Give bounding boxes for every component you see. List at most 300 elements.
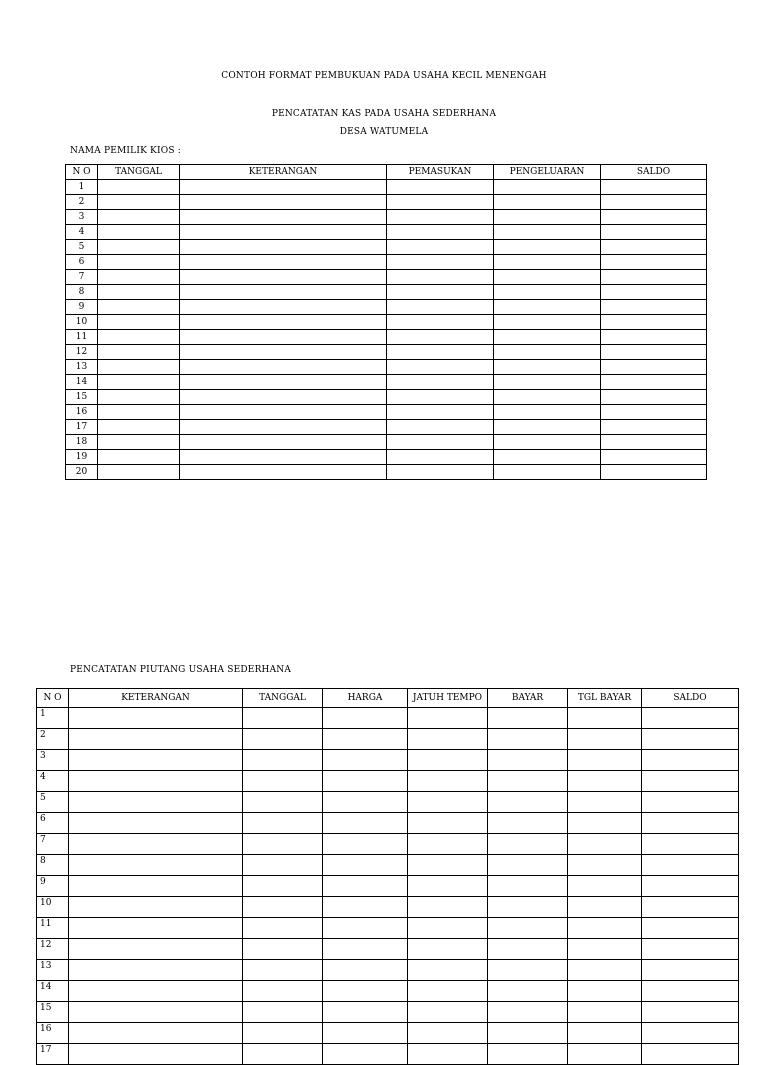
row-number: 5 [66,240,98,255]
empty-cell [98,420,180,435]
table-row [66,450,707,465]
row-number: 20 [66,465,98,480]
empty-cell [69,939,243,960]
piutang-table [36,688,739,1065]
row-number: 2 [66,195,98,210]
piutang-table-header [37,689,739,708]
empty-cell [568,750,642,771]
empty-cell [494,255,601,270]
row-number: 17 [66,420,98,435]
empty-cell [642,897,739,918]
empty-cell [568,855,642,876]
empty-cell [69,792,243,813]
table-row [66,285,707,300]
empty-cell [642,771,739,792]
empty-cell [494,195,601,210]
empty-cell [98,210,180,225]
piutang-column-header: TGL BAYAR [568,689,642,708]
table-row [37,855,739,876]
owner-label: NAMA PEMILIK KIOS : [70,146,181,156]
empty-cell [642,792,739,813]
empty-cell [408,876,488,897]
empty-cell [601,255,707,270]
table-row [66,195,707,210]
empty-cell [488,792,568,813]
empty-cell [494,270,601,285]
row-number: 11 [66,330,98,345]
empty-cell [601,330,707,345]
table-row [37,876,739,897]
empty-cell [494,315,601,330]
table-row [66,465,707,480]
empty-cell [408,771,488,792]
empty-cell [387,465,494,480]
empty-cell [69,897,243,918]
empty-cell [323,708,408,729]
empty-cell [488,855,568,876]
empty-cell [98,300,180,315]
empty-cell [69,771,243,792]
empty-cell [69,876,243,897]
empty-cell [601,240,707,255]
table-row [66,240,707,255]
empty-cell [243,960,323,981]
empty-cell [488,813,568,834]
table-row [37,1023,739,1044]
empty-cell [323,918,408,939]
empty-cell [568,981,642,1002]
empty-cell [642,960,739,981]
empty-cell [180,375,387,390]
kas-column-header: SALDO [601,165,707,180]
empty-cell [488,708,568,729]
table-row [37,1044,739,1065]
kas-column-header: PENGELUARAN [494,165,601,180]
document-title: CONTOH FORMAT PEMBUKUAN PADA USAHA KECIL MENENGAH [221,71,547,81]
empty-cell [408,897,488,918]
empty-cell [323,1023,408,1044]
kas-column-header: TANGGAL [98,165,180,180]
empty-cell [642,918,739,939]
piutang-section-title: PENCATATAN PIUTANG USAHA SEDERHANA [70,665,292,675]
empty-cell [69,834,243,855]
empty-cell [387,375,494,390]
empty-cell [601,210,707,225]
empty-cell [323,939,408,960]
table-row [37,729,739,750]
empty-cell [323,729,408,750]
empty-cell [488,1002,568,1023]
empty-cell [642,939,739,960]
empty-cell [601,405,707,420]
empty-cell [601,270,707,285]
empty-cell [494,240,601,255]
empty-cell [601,465,707,480]
table-row [37,834,739,855]
empty-cell [494,420,601,435]
empty-cell [323,876,408,897]
table-row [66,270,707,285]
row-number: 6 [66,255,98,270]
empty-cell [243,876,323,897]
empty-cell [243,1002,323,1023]
empty-cell [180,210,387,225]
empty-cell [488,1023,568,1044]
table-row [37,771,739,792]
table-row [37,981,739,1002]
empty-cell [323,813,408,834]
empty-cell [494,180,601,195]
empty-cell [243,1023,323,1044]
empty-cell [642,981,739,1002]
empty-cell [601,360,707,375]
empty-cell [98,390,180,405]
table-row [66,330,707,345]
empty-cell [387,240,494,255]
row-number: 12 [66,345,98,360]
empty-cell [98,315,180,330]
table-row [37,792,739,813]
empty-cell [408,708,488,729]
empty-cell [642,813,739,834]
row-number: 10 [66,315,98,330]
empty-cell [180,435,387,450]
empty-cell [387,255,494,270]
empty-cell [98,360,180,375]
row-number: 4 [66,225,98,240]
empty-cell [568,1044,642,1065]
table-row [37,708,739,729]
empty-cell [408,792,488,813]
empty-cell [98,195,180,210]
table-row [66,405,707,420]
empty-cell [488,750,568,771]
table-row [37,1002,739,1023]
empty-cell [69,1002,243,1023]
empty-cell [568,876,642,897]
row-number: 8 [37,855,69,876]
empty-cell [98,375,180,390]
row-number: 4 [37,771,69,792]
empty-cell [98,435,180,450]
empty-cell [568,1023,642,1044]
row-number: 2 [37,729,69,750]
empty-cell [387,390,494,405]
location-label: DESA WATUMELA [339,127,429,137]
empty-cell [387,225,494,240]
empty-cell [494,330,601,345]
piutang-table-body [37,708,739,1065]
empty-cell [180,345,387,360]
empty-cell [98,255,180,270]
empty-cell [387,180,494,195]
empty-cell [69,981,243,1002]
kas-column-header: PEMASUKAN [387,165,494,180]
empty-cell [488,918,568,939]
table-row [66,375,707,390]
table-row [37,960,739,981]
empty-cell [568,897,642,918]
empty-cell [387,300,494,315]
table-row [66,180,707,195]
empty-cell [488,834,568,855]
empty-cell [601,300,707,315]
empty-cell [494,210,601,225]
row-number: 13 [66,360,98,375]
empty-cell [387,360,494,375]
table-row [66,390,707,405]
empty-cell [69,960,243,981]
empty-cell [180,270,387,285]
empty-cell [243,1044,323,1065]
piutang-column-header: BAYAR [488,689,568,708]
empty-cell [69,1044,243,1065]
empty-cell [180,330,387,345]
empty-cell [387,435,494,450]
empty-cell [98,345,180,360]
empty-cell [494,225,601,240]
empty-cell [69,855,243,876]
piutang-column-header: HARGA [323,689,408,708]
empty-cell [180,405,387,420]
empty-cell [408,813,488,834]
empty-cell [69,750,243,771]
empty-cell [180,225,387,240]
empty-cell [180,360,387,375]
empty-cell [494,435,601,450]
empty-cell [408,1044,488,1065]
empty-cell [98,285,180,300]
empty-cell [488,939,568,960]
empty-cell [601,285,707,300]
empty-cell [323,834,408,855]
empty-cell [243,750,323,771]
empty-cell [387,315,494,330]
row-number: 14 [66,375,98,390]
row-number: 12 [37,939,69,960]
empty-cell [69,729,243,750]
row-number: 6 [37,813,69,834]
empty-cell [601,225,707,240]
table-row [66,210,707,225]
empty-cell [601,390,707,405]
row-number: 9 [37,876,69,897]
empty-cell [642,1002,739,1023]
empty-cell [408,918,488,939]
empty-cell [243,708,323,729]
empty-cell [243,981,323,1002]
empty-cell [387,195,494,210]
empty-cell [494,300,601,315]
empty-cell [387,450,494,465]
table-row [37,939,739,960]
piutang-column-header: N O [37,689,69,708]
empty-cell [98,240,180,255]
empty-cell [568,1002,642,1023]
table-row [66,255,707,270]
empty-cell [601,315,707,330]
empty-cell [243,729,323,750]
table-row [37,897,739,918]
piutang-column-header: JATUH TEMPO [408,689,488,708]
empty-cell [642,834,739,855]
row-number: 16 [66,405,98,420]
empty-cell [180,255,387,270]
empty-cell [568,771,642,792]
empty-cell [494,360,601,375]
empty-cell [642,729,739,750]
empty-cell [387,345,494,360]
empty-cell [180,390,387,405]
empty-cell [180,420,387,435]
empty-cell [98,225,180,240]
empty-cell [408,855,488,876]
empty-cell [180,450,387,465]
empty-cell [408,939,488,960]
row-number: 18 [66,435,98,450]
empty-cell [243,792,323,813]
empty-cell [387,210,494,225]
empty-cell [601,195,707,210]
row-number: 7 [66,270,98,285]
row-number: 1 [66,180,98,195]
kas-table-header [66,165,707,180]
empty-cell [488,1044,568,1065]
empty-cell [488,897,568,918]
row-number: 17 [37,1044,69,1065]
empty-cell [98,330,180,345]
kas-table-body [66,180,707,480]
row-number: 7 [37,834,69,855]
empty-cell [98,270,180,285]
table-row [66,435,707,450]
empty-cell [642,750,739,771]
empty-cell [387,285,494,300]
empty-cell [488,729,568,750]
empty-cell [568,729,642,750]
empty-cell [180,240,387,255]
empty-cell [323,771,408,792]
table-row [37,813,739,834]
empty-cell [69,813,243,834]
table-row [66,315,707,330]
empty-cell [408,834,488,855]
empty-cell [180,315,387,330]
empty-cell [601,375,707,390]
empty-cell [568,918,642,939]
empty-cell [387,405,494,420]
empty-cell [243,939,323,960]
empty-cell [601,345,707,360]
table-row [66,225,707,240]
empty-cell [488,771,568,792]
empty-cell [98,180,180,195]
empty-cell [243,771,323,792]
row-number: 1 [37,708,69,729]
empty-cell [323,897,408,918]
empty-cell [601,450,707,465]
row-number: 9 [66,300,98,315]
empty-cell [494,390,601,405]
row-number: 3 [66,210,98,225]
row-number: 13 [37,960,69,981]
table-row [66,360,707,375]
kas-table [65,164,707,480]
empty-cell [408,729,488,750]
empty-cell [494,345,601,360]
row-number: 14 [37,981,69,1002]
empty-cell [408,1002,488,1023]
empty-cell [243,918,323,939]
empty-cell [488,876,568,897]
empty-cell [488,981,568,1002]
empty-cell [243,855,323,876]
empty-cell [642,855,739,876]
empty-cell [408,960,488,981]
empty-cell [387,270,494,285]
piutang-column-header: TANGGAL [243,689,323,708]
row-number: 5 [37,792,69,813]
empty-cell [642,1044,739,1065]
row-number: 8 [66,285,98,300]
table-row [66,420,707,435]
empty-cell [601,180,707,195]
empty-cell [69,918,243,939]
empty-cell [180,300,387,315]
empty-cell [323,1002,408,1023]
empty-cell [243,834,323,855]
empty-cell [243,897,323,918]
kas-column-header: N O [66,165,98,180]
empty-cell [494,465,601,480]
empty-cell [642,1023,739,1044]
empty-cell [323,750,408,771]
empty-cell [323,981,408,1002]
empty-cell [601,435,707,450]
table-row [66,300,707,315]
empty-cell [323,960,408,981]
kas-column-header: KETERANGAN [180,165,387,180]
kas-section-title: PENCATATAN KAS PADA USAHA SEDERHANA [271,109,497,119]
empty-cell [69,1023,243,1044]
empty-cell [98,465,180,480]
empty-cell [494,285,601,300]
empty-cell [180,195,387,210]
empty-cell [180,180,387,195]
empty-cell [323,792,408,813]
empty-cell [494,375,601,390]
empty-cell [494,405,601,420]
empty-cell [408,750,488,771]
table-row [66,345,707,360]
empty-cell [568,939,642,960]
empty-cell [387,420,494,435]
row-number: 11 [37,918,69,939]
empty-cell [243,813,323,834]
empty-cell [323,1044,408,1065]
row-number: 19 [66,450,98,465]
empty-cell [323,855,408,876]
row-number: 15 [37,1002,69,1023]
empty-cell [180,285,387,300]
empty-cell [642,708,739,729]
empty-cell [568,792,642,813]
empty-cell [494,450,601,465]
empty-cell [568,813,642,834]
piutang-column-header: SALDO [642,689,739,708]
row-number: 16 [37,1023,69,1044]
empty-cell [642,876,739,897]
